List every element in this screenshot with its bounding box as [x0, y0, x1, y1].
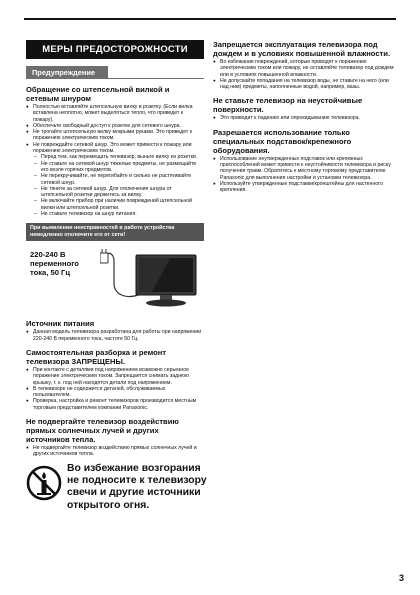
left-column [26, 40, 207, 535]
list-item: ● Используйте утвержденные подставки/кронштейны для настенного крепления. [213, 181, 396, 194]
stands-list [213, 156, 396, 194]
sub-list-item: – Не включайте прибор при наличии повреждений штепсельной вилки или штепсельной розетки. [26, 198, 204, 211]
list-item: ● В телевизоре не содержится деталей, обслуживаемых пользователем. [26, 386, 204, 399]
plug-heading: Обращение со штепсельной вилкой и сетевым шнуром [26, 85, 170, 103]
candle-warning-row [26, 462, 207, 535]
section-rule [26, 78, 204, 79]
disassembly-heading: Самостоятельная разборка и ремонт телевизора ЗАПРЕЩЕНЫ. [26, 347, 167, 366]
list-item: ● Проверка, настройка и ремонт телевизоров производится местным торговым представителем компании Panasonic. [26, 398, 204, 411]
no-candle-icon [26, 465, 62, 501]
unstable-list [213, 115, 396, 121]
power-illustration [26, 245, 204, 313]
list-item: ● Не допускайте попадания на телевизор воды, не ставьте на него (или над ним) предметы, наполненные водой, например, вазы. [213, 78, 396, 91]
page-title: МЕРЫ ПРЕДОСТОРОЖНОСТИ [26, 40, 204, 59]
plug-list [26, 104, 204, 217]
power-label: 220-240 В переменного тока, 50 Гц [30, 250, 79, 278]
sub-list-item: – Не ставьте телевизор на шнур питания. [26, 211, 204, 217]
list-item: ● Использование неутвержденных подставок или крепежных приспособлений может привести к неустойчивости телевизора и риску получения травм. Обратитесь к местному торговому представителю Panasonic для выполнения настройки и установки телевизора. [213, 156, 396, 181]
candle-warning-text: Во избежание возгорания не подносите к телевизору свечи и другие источники открытого огня. [67, 462, 207, 511]
sub-list-item: – Не перекручивайте, не перегибайте и сильно не растягивайте сетевой шнур. [26, 173, 204, 186]
tv-plug-icon [100, 249, 200, 311]
sunlight-list [26, 445, 204, 458]
top-bar [0, 0, 420, 22]
list-item: ● Не подвергайте телевизор воздействию прямых солнечных лучей и других источников тепла. [26, 445, 204, 458]
unstable-heading: Не ставьте телевизор на неустойчивые поверхности. [213, 96, 363, 115]
right-column [213, 40, 396, 194]
sub-list-item: – Не тяните за сетевой шнур. Для отключения шнура от штепсельной розетки держитесь за вилку. [26, 186, 204, 199]
page-number: 3 [398, 573, 404, 583]
disassembly-list [26, 367, 204, 411]
list-item: ● Это приводит к падению или опрокидыванию телевизора. [213, 115, 396, 121]
sub-list-item: – Не ставьте на сетевой шнур тяжелые предметы, не размещайте его возле горячих предметов. [26, 161, 204, 174]
list-item: ● Обеспечьте свободный доступ к розетке для сетевого шнура. [26, 123, 204, 129]
rain-list [213, 59, 396, 90]
power-source-heading: Источник питания [26, 319, 95, 329]
power-source-list [26, 329, 204, 342]
list-item: ● Во избежание повреждений, которые приводят к поражению электрическим током или пожару, не оставляйте телевизор под дождем или в условиях повышенной влажности. [213, 59, 396, 78]
sub-list-item: – Перед тем, как перемещать телевизор, выньте вилку из розетки. [26, 154, 204, 160]
section-label: Предупреждение [26, 66, 108, 79]
rain-heading: Запрещается эксплуатация телевизора под дождем и в условиях повышенной влажности. [213, 40, 391, 58]
list-item: ● Не повреждайте сетевой шнур. Это может привести к пожару или поражению электрическим током. [26, 142, 204, 155]
stands-heading: Разрешается использование только специальных подставок/крепежного оборудования. [213, 127, 352, 155]
top-rule [24, 18, 396, 20]
fault-warning-box: При выявлении неисправностей в работе устройства немедленно отключите его от сети! [26, 223, 204, 241]
sunlight-heading: Не подвергайте телевизор воздействию прямых солнечных лучей и других источников тепла. [26, 417, 179, 445]
list-item: ● При контакте с деталями под напряжением возможно серьезное поражение электрическим током. Запрещается снимать заднюю крышку, т. к. под ней находятся детали под напряжением. [26, 367, 204, 386]
list-item: ● Не трогайте штепсельную вилку мокрыми руками. Это приведет к поражению электрическим током. [26, 129, 204, 142]
list-item: ● Полностью вставляйте штепсельную вилку в розетку. (Если вилка вставлена неплотно, может выделяться тепло, что приведет к пожару). [26, 104, 204, 123]
list-item: ● Данная модель телевизора разработана для работы при напряжении 220-240 В переменного тока, частоте 50 Гц. [26, 329, 204, 342]
